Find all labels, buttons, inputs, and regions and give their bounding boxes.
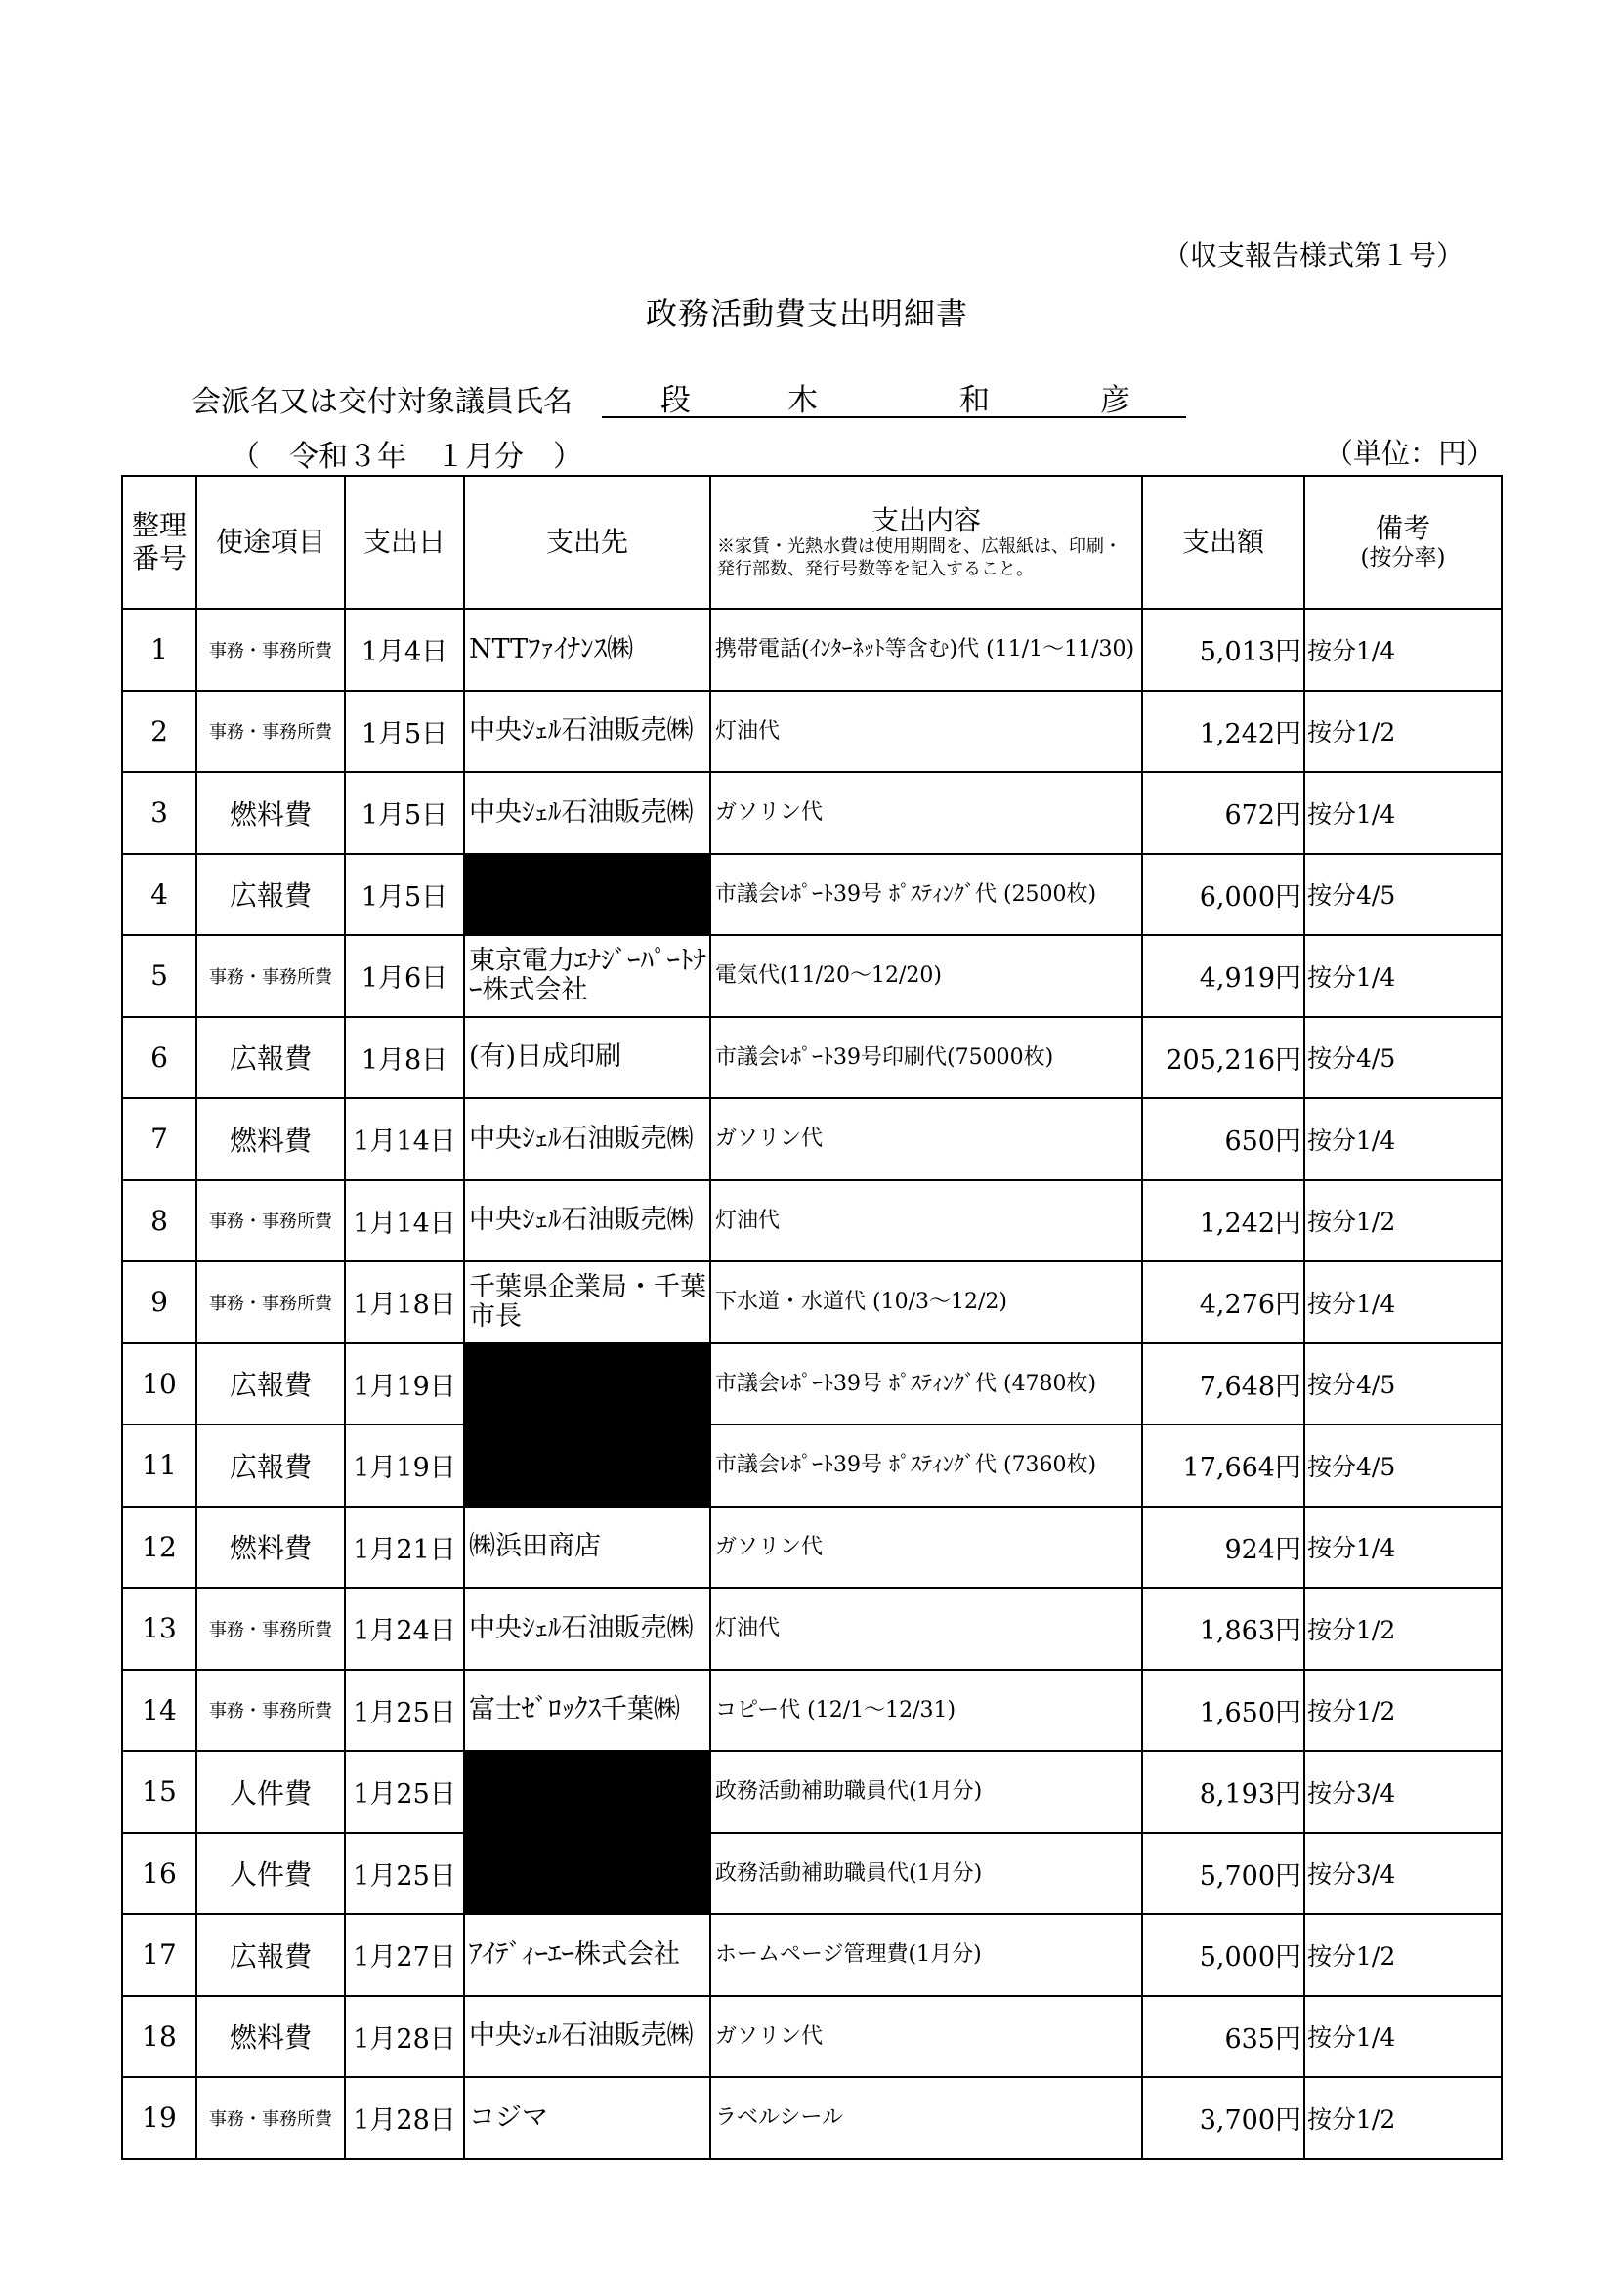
member-name-char: 木: [787, 383, 818, 418]
row-number: 7: [122, 1098, 196, 1180]
row-number: 1: [122, 609, 196, 691]
report-period: （ 令和３年 １月分 ）: [231, 440, 582, 474]
table-row: [122, 1833, 1502, 1915]
table-row: [122, 691, 1502, 773]
form-number: （収支報告様式第１号）: [1163, 239, 1465, 272]
allocation-ratio: 按分1/2: [1304, 1670, 1502, 1752]
row-number: 8: [122, 1180, 196, 1262]
row-number: 13: [122, 1588, 196, 1670]
expense-date: 1月28日: [345, 1996, 464, 2078]
expense-description: ガソリン代: [710, 772, 1142, 854]
payee-name: 中央ｼｪﾙ石油販売㈱: [464, 1996, 710, 2078]
expense-amount: 650円: [1142, 1098, 1304, 1180]
expense-date: 1月19日: [345, 1343, 464, 1425]
allocation-ratio: 按分3/4: [1304, 1751, 1502, 1833]
expense-category: 人件費: [196, 1833, 345, 1915]
expense-amount: 5,013円: [1142, 609, 1304, 691]
expense-date: 1月14日: [345, 1180, 464, 1262]
column-header-no: 整理番号: [122, 476, 196, 609]
expense-category: 事務・事務所費: [196, 1261, 345, 1343]
expense-amount: 1,650円: [1142, 1670, 1304, 1752]
expense-date: 1月18日: [345, 1261, 464, 1343]
allocation-ratio: 按分4/5: [1304, 854, 1502, 936]
allocation-ratio: 按分1/4: [1304, 1507, 1502, 1589]
table-row: [122, 1343, 1502, 1425]
table-row: [122, 1261, 1502, 1343]
member-name: [602, 375, 1186, 418]
expense-date: 1月19日: [345, 1424, 464, 1507]
row-number: 14: [122, 1670, 196, 1752]
expense-date: 1月24日: [345, 1588, 464, 1670]
expense-amount: 4,919円: [1142, 935, 1304, 1017]
redacted-payee: [464, 1751, 710, 1833]
allocation-ratio: 按分1/4: [1304, 609, 1502, 691]
expense-date: 1月14日: [345, 1098, 464, 1180]
payee-name: 千葉県企業局・千葉市長: [464, 1261, 710, 1343]
expense-amount: 3,700円: [1142, 2077, 1304, 2159]
expense-category: 広報費: [196, 1017, 345, 1099]
member-name-char: 彦: [1100, 383, 1130, 418]
table-row: [122, 2077, 1502, 2159]
redacted-payee: [464, 1833, 710, 1915]
payee-name: 中央ｼｪﾙ石油販売㈱: [464, 1588, 710, 1670]
column-header-content-note: ※家賃・光熱水費は使用期間を、広報紙は、印刷・発行部数、発行号数等を記入すること。: [717, 536, 1122, 579]
allocation-ratio: 按分4/5: [1304, 1017, 1502, 1099]
row-number: 11: [122, 1424, 196, 1507]
expense-date: 1月5日: [345, 772, 464, 854]
member-name-char: 段: [660, 383, 691, 418]
expense-description: 灯油代: [710, 1180, 1142, 1262]
column-header-remark: [1304, 476, 1502, 609]
document-title: 政務活動費支出明細書: [645, 295, 968, 332]
row-number: 19: [122, 2077, 196, 2159]
expense-category: 事務・事務所費: [196, 1180, 345, 1262]
payee-name: 富士ｾﾞﾛｯｸｽ千葉㈱: [464, 1670, 710, 1752]
expense-category: 事務・事務所費: [196, 2077, 345, 2159]
expense-description: 市議会ﾚﾎﾟｰﾄ39号 ﾎﾟｽﾃｨﾝｸﾞ代 (2500枚): [710, 854, 1142, 936]
table-row: [122, 1017, 1502, 1099]
payee-name: NTTﾌｧｲﾅﾝｽ㈱: [464, 609, 710, 691]
expense-amount: 205,216円: [1142, 1017, 1304, 1099]
expense-description: 電気代(11/20～12/20): [710, 935, 1142, 1017]
expense-amount: 17,664円: [1142, 1424, 1304, 1507]
redacted-payee: [464, 1424, 710, 1507]
allocation-ratio: 按分1/2: [1304, 1914, 1502, 1996]
row-number: 10: [122, 1343, 196, 1425]
redacted-payee: [464, 854, 710, 936]
expense-amount: 5,000円: [1142, 1914, 1304, 1996]
table-row: [122, 1670, 1502, 1752]
expense-description: 灯油代: [710, 1588, 1142, 1670]
table-body: [122, 609, 1502, 2159]
column-header-content-label: 支出内容: [871, 503, 981, 536]
expense-date: 1月4日: [345, 609, 464, 691]
expense-date: 1月5日: [345, 854, 464, 936]
allocation-ratio: 按分1/4: [1304, 1996, 1502, 2078]
expense-date: 1月25日: [345, 1833, 464, 1915]
allocation-ratio: 按分1/4: [1304, 772, 1502, 854]
expense-amount: 7,648円: [1142, 1343, 1304, 1425]
row-number: 16: [122, 1833, 196, 1915]
row-number: 15: [122, 1751, 196, 1833]
expense-category: 事務・事務所費: [196, 1670, 345, 1752]
row-number: 9: [122, 1261, 196, 1343]
allocation-ratio: 按分1/4: [1304, 1098, 1502, 1180]
allocation-ratio: 按分1/4: [1304, 1261, 1502, 1343]
expense-date: 1月8日: [345, 1017, 464, 1099]
expense-description: ガソリン代: [710, 1996, 1142, 2078]
expense-amount: 924円: [1142, 1507, 1304, 1589]
table-row: [122, 854, 1502, 936]
column-header-remark-label: 備考: [1375, 512, 1430, 545]
name-label: 会派名又は交付対象議員氏名: [191, 385, 573, 419]
table-row: [122, 609, 1502, 691]
expense-category: 燃料費: [196, 1098, 345, 1180]
row-number: 6: [122, 1017, 196, 1099]
expense-description: 携帯電話(ｲﾝﾀｰﾈｯﾄ等含む)代 (11/1～11/30): [710, 609, 1142, 691]
payee-name: (有)日成印刷: [464, 1017, 710, 1099]
expense-category: 広報費: [196, 1424, 345, 1507]
allocation-ratio: 按分3/4: [1304, 1833, 1502, 1915]
expense-amount: 1,242円: [1142, 1180, 1304, 1262]
row-number: 12: [122, 1507, 196, 1589]
member-name-char: 和: [959, 383, 990, 418]
unit-label: （単位：円）: [1325, 437, 1496, 470]
payee-name: 中央ｼｪﾙ石油販売㈱: [464, 1180, 710, 1262]
expense-description: 政務活動補助職員代(1月分): [710, 1833, 1142, 1915]
expense-category: 燃料費: [196, 772, 345, 854]
expense-category: 事務・事務所費: [196, 1588, 345, 1670]
expense-amount: 8,193円: [1142, 1751, 1304, 1833]
expense-description: ホームページ管理費(1月分): [710, 1914, 1142, 1996]
expense-category: 事務・事務所費: [196, 935, 345, 1017]
expense-category: 事務・事務所費: [196, 691, 345, 773]
expense-amount: 635円: [1142, 1996, 1304, 2078]
expense-description: ガソリン代: [710, 1507, 1142, 1589]
expense-category: 広報費: [196, 1914, 345, 1996]
table-row: [122, 1098, 1502, 1180]
allocation-ratio: 按分1/2: [1304, 1180, 1502, 1262]
allocation-ratio: 按分1/2: [1304, 1588, 1502, 1670]
expense-description: 市議会ﾚﾎﾟｰﾄ39号 ﾎﾟｽﾃｨﾝｸﾞ代 (7360枚): [710, 1424, 1142, 1507]
table-row: [122, 1424, 1502, 1507]
expense-description: コピー代 (12/1～12/31): [710, 1670, 1142, 1752]
expense-date: 1月25日: [345, 1751, 464, 1833]
redacted-payee: [464, 1343, 710, 1425]
expense-description: 市議会ﾚﾎﾟｰﾄ39号印刷代(75000枚): [710, 1017, 1142, 1099]
expense-amount: 1,242円: [1142, 691, 1304, 773]
expense-category: 燃料費: [196, 1507, 345, 1589]
table-header-row: [122, 476, 1502, 609]
allocation-ratio: 按分1/4: [1304, 935, 1502, 1017]
expense-category: 燃料費: [196, 1996, 345, 2078]
row-number: 2: [122, 691, 196, 773]
table-row: [122, 935, 1502, 1017]
row-number: 18: [122, 1996, 196, 2078]
row-number: 17: [122, 1914, 196, 1996]
expense-description: 下水道・水道代 (10/3～12/2): [710, 1261, 1142, 1343]
row-number: 5: [122, 935, 196, 1017]
expense-amount: 6,000円: [1142, 854, 1304, 936]
payee-name: ｱｲﾃﾞｨｰｴｰ株式会社: [464, 1914, 710, 1996]
expense-date: 1月25日: [345, 1670, 464, 1752]
table-row: [122, 1507, 1502, 1589]
column-header-remark-sub: (按分率): [1360, 545, 1446, 571]
allocation-ratio: 按分1/2: [1304, 691, 1502, 773]
table-row: [122, 1588, 1502, 1670]
expense-amount: 1,863円: [1142, 1588, 1304, 1670]
expense-date: 1月5日: [345, 691, 464, 773]
expense-category: 広報費: [196, 854, 345, 936]
expense-date: 1月21日: [345, 1507, 464, 1589]
expense-amount: 4,276円: [1142, 1261, 1304, 1343]
payee-name: ㈱浜田商店: [464, 1507, 710, 1589]
column-header-date: 支出日: [345, 476, 464, 609]
column-header-payee: 支出先: [464, 476, 710, 609]
payee-name: コジマ: [464, 2077, 710, 2159]
table-row: [122, 772, 1502, 854]
allocation-ratio: 按分4/5: [1304, 1343, 1502, 1425]
table-row: [122, 1751, 1502, 1833]
column-header-item: 使途項目: [196, 476, 345, 609]
column-header-content: [710, 476, 1142, 609]
payee-name: 中央ｼｪﾙ石油販売㈱: [464, 772, 710, 854]
expense-category: 人件費: [196, 1751, 345, 1833]
expense-description: 政務活動補助職員代(1月分): [710, 1751, 1142, 1833]
allocation-ratio: 按分4/5: [1304, 1424, 1502, 1507]
allocation-ratio: 按分1/2: [1304, 2077, 1502, 2159]
table-row: [122, 1996, 1502, 2078]
expense-date: 1月28日: [345, 2077, 464, 2159]
row-number: 4: [122, 854, 196, 936]
payee-name: 中央ｼｪﾙ石油販売㈱: [464, 1098, 710, 1180]
expense-date: 1月27日: [345, 1914, 464, 1996]
expense-date: 1月6日: [345, 935, 464, 1017]
payee-name: 中央ｼｪﾙ石油販売㈱: [464, 691, 710, 773]
table-row: [122, 1914, 1502, 1996]
expense-amount: 5,700円: [1142, 1833, 1304, 1915]
payee-name: 東京電力ｴﾅｼﾞｰﾊﾟｰﾄﾅｰ株式会社: [464, 935, 710, 1017]
row-number: 3: [122, 772, 196, 854]
expense-description: ガソリン代: [710, 1098, 1142, 1180]
expense-category: 広報費: [196, 1343, 345, 1425]
expense-category: 事務・事務所費: [196, 609, 345, 691]
expense-description: 灯油代: [710, 691, 1142, 773]
column-header-amount: 支出額: [1142, 476, 1304, 609]
expense-amount: 672円: [1142, 772, 1304, 854]
expense-table: [121, 475, 1503, 2160]
table-row: [122, 1180, 1502, 1262]
expense-description: ラベルシール: [710, 2077, 1142, 2159]
expense-description: 市議会ﾚﾎﾟｰﾄ39号 ﾎﾟｽﾃｨﾝｸﾞ代 (4780枚): [710, 1343, 1142, 1425]
